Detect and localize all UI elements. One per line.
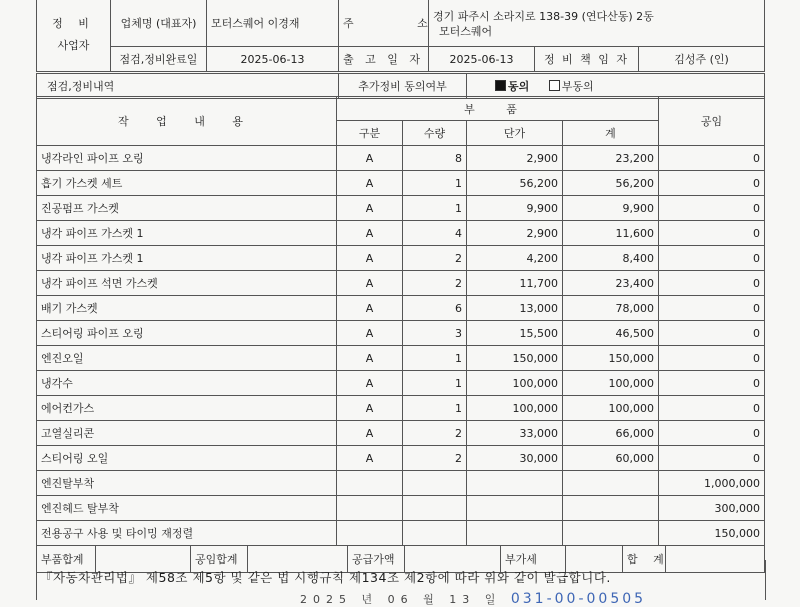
address-value [429,0,765,47]
item-unit-price [467,471,563,496]
item-qty: 2 [403,446,467,471]
table-row [37,446,765,471]
col-type: 구분 [337,121,403,146]
side-label-top: 정 비 [52,17,95,30]
sum-label: 합 계 [623,546,666,572]
supply-label: 공급가액 [348,546,405,572]
legal-notice: 『자동차관리법』 제58조 제5항 및 같은 법 시행규칙 제134조 제2항에 따라 위와 같이 발급합니다. [40,570,611,585]
item-total: 46,500 [563,321,659,346]
provider-side-label [37,0,111,72]
item-labor: 0 [659,146,765,171]
item-unit-price: 2,900 [467,221,563,246]
issue-date-stamp [300,591,646,607]
item-total: 60,000 [563,446,659,471]
table-row [37,146,765,171]
item-labor: 300,000 [659,496,765,521]
item-total [563,521,659,546]
extra-consent-label: 추가정비 동의여부 [339,74,467,99]
item-rows [37,146,765,546]
item-qty: 2 [403,421,467,446]
item-qty: 3 [403,321,467,346]
item-type: A [337,246,403,271]
item-qty: 8 [403,146,467,171]
item-type: A [337,346,403,371]
item-unit-price: 33,000 [467,421,563,446]
issue-date-text: 2025 년 06 월 13 일 [300,593,502,606]
agree-label: 동의 [508,80,530,93]
item-type: A [337,371,403,396]
item-labor: 0 [659,221,765,246]
release-date-label: 출 고 일 자 [339,47,429,72]
item-unit-price: 56,200 [467,171,563,196]
item-type: A [337,146,403,171]
table-row [37,346,765,371]
company-value: 모터스퀘어 이경재 [207,0,339,47]
item-labor: 0 [659,446,765,471]
item-name: 냉각 파이프 석면 가스켓 [37,271,337,296]
col-parts: 부 품 [337,97,659,121]
table-row [37,196,765,221]
col-work: 작 업 내 용 [37,97,337,146]
item-name: 냉각라인 파이프 오링 [37,146,337,171]
col-total: 계 [563,121,659,146]
item-qty: 1 [403,396,467,421]
item-name: 에어컨가스 [37,396,337,421]
item-unit-price: 13,000 [467,296,563,321]
item-name: 고열실리콘 [37,421,337,446]
col-qty: 수량 [403,121,467,146]
item-qty: 1 [403,346,467,371]
item-total: 23,400 [563,271,659,296]
manager-label: 정 비 책 임 자 [535,47,639,72]
item-type: A [337,446,403,471]
table-row [37,421,765,446]
item-type [337,521,403,546]
header-table [36,0,765,72]
item-name: 엔진탈부착 [37,471,337,496]
item-name: 전용공구 사용 및 타이밍 재정렬 [37,521,337,546]
table-row [37,371,765,396]
company-label: 업체명 (대표자) [111,0,207,47]
item-name: 배기 가스켓 [37,296,337,321]
item-total: 8,400 [563,246,659,271]
item-total: 150,000 [563,346,659,371]
item-labor: 0 [659,246,765,271]
item-unit-price [467,496,563,521]
item-unit-price [467,521,563,546]
item-unit-price: 100,000 [467,371,563,396]
labor-total-label: 공임합계 [191,546,248,572]
item-name: 냉각수 [37,371,337,396]
item-labor: 1,000,000 [659,471,765,496]
item-qty: 6 [403,296,467,321]
item-labor: 0 [659,396,765,421]
vat-label: 부가세 [501,546,566,572]
agree-checkbox[interactable] [495,80,506,91]
inspect-date-value: 2025-06-13 [207,47,339,72]
consent-options [467,74,765,99]
item-unit-price: 11,700 [467,271,563,296]
item-qty [403,496,467,521]
item-unit-price: 30,000 [467,446,563,471]
inspect-date-label: 점검,정비완료일 [111,47,207,72]
item-type: A [337,321,403,346]
table-row [37,171,765,196]
item-name: 스티어링 오일 [37,446,337,471]
parts-total-label: 부품합계 [37,546,96,572]
item-labor: 0 [659,321,765,346]
side-label-bottom: 사업자 [57,39,90,52]
item-qty: 1 [403,371,467,396]
item-name: 스티어링 파이프 오링 [37,321,337,346]
item-name: 진공펌프 가스켓 [37,196,337,221]
table-row [37,271,765,296]
item-qty: 2 [403,246,467,271]
item-qty: 4 [403,221,467,246]
item-type: A [337,221,403,246]
table-row [37,471,765,496]
table-row [37,521,765,546]
item-name: 흡기 가스켓 세트 [37,171,337,196]
item-qty: 1 [403,171,467,196]
item-type: A [337,396,403,421]
table-row [37,246,765,271]
address-line-2: 모터스퀘어 [439,24,493,38]
item-total [563,471,659,496]
item-qty: 2 [403,271,467,296]
table-row [37,296,765,321]
item-unit-price: 4,200 [467,246,563,271]
item-total: 9,900 [563,196,659,221]
col-unit-price: 단가 [467,121,563,146]
item-qty [403,471,467,496]
item-name: 엔진헤드 탈부착 [37,496,337,521]
item-labor: 0 [659,171,765,196]
item-type: A [337,296,403,321]
item-unit-price: 15,500 [467,321,563,346]
item-name: 엔진오일 [37,346,337,371]
item-labor: 0 [659,196,765,221]
item-labor: 150,000 [659,521,765,546]
item-total: 100,000 [563,371,659,396]
address-label: 주 소 [339,0,429,47]
item-total: 100,000 [563,396,659,421]
item-qty [403,521,467,546]
item-labor: 0 [659,421,765,446]
item-type: A [337,196,403,221]
item-name: 냉각 파이프 가스켓 1 [37,221,337,246]
release-date-value: 2025-06-13 [429,47,535,72]
item-type [337,496,403,521]
item-type: A [337,271,403,296]
item-unit-price: 9,900 [467,196,563,221]
item-type [337,471,403,496]
disagree-checkbox[interactable] [549,80,560,91]
table-row [37,396,765,421]
item-unit-price: 2,900 [467,146,563,171]
item-labor: 0 [659,271,765,296]
item-total: 66,000 [563,421,659,446]
address-line-1: 경기 파주시 소라지로 138-39 (연다산동) 2동 [433,9,654,23]
item-type: A [337,421,403,446]
item-unit-price: 150,000 [467,346,563,371]
item-total: 78,000 [563,296,659,321]
table-row [37,221,765,246]
item-labor: 0 [659,346,765,371]
item-labor: 0 [659,296,765,321]
registration-number: 031-00-00505 [510,591,647,607]
col-labor: 공임 [659,97,765,146]
disagree-label: 부동의 [561,80,594,93]
manager-value: 김성주 (인) [639,47,765,72]
table-row [37,321,765,346]
item-name: 냉각 파이프 가스켓 1 [37,246,337,271]
item-unit-price: 100,000 [467,396,563,421]
item-labor: 0 [659,371,765,396]
item-total: 23,200 [563,146,659,171]
item-total: 56,200 [563,171,659,196]
details-label: 점검,정비내역 [37,74,339,99]
table-row [37,496,765,521]
item-qty: 1 [403,196,467,221]
item-total [563,496,659,521]
item-type: A [337,171,403,196]
items-table [36,96,765,573]
item-total: 11,600 [563,221,659,246]
